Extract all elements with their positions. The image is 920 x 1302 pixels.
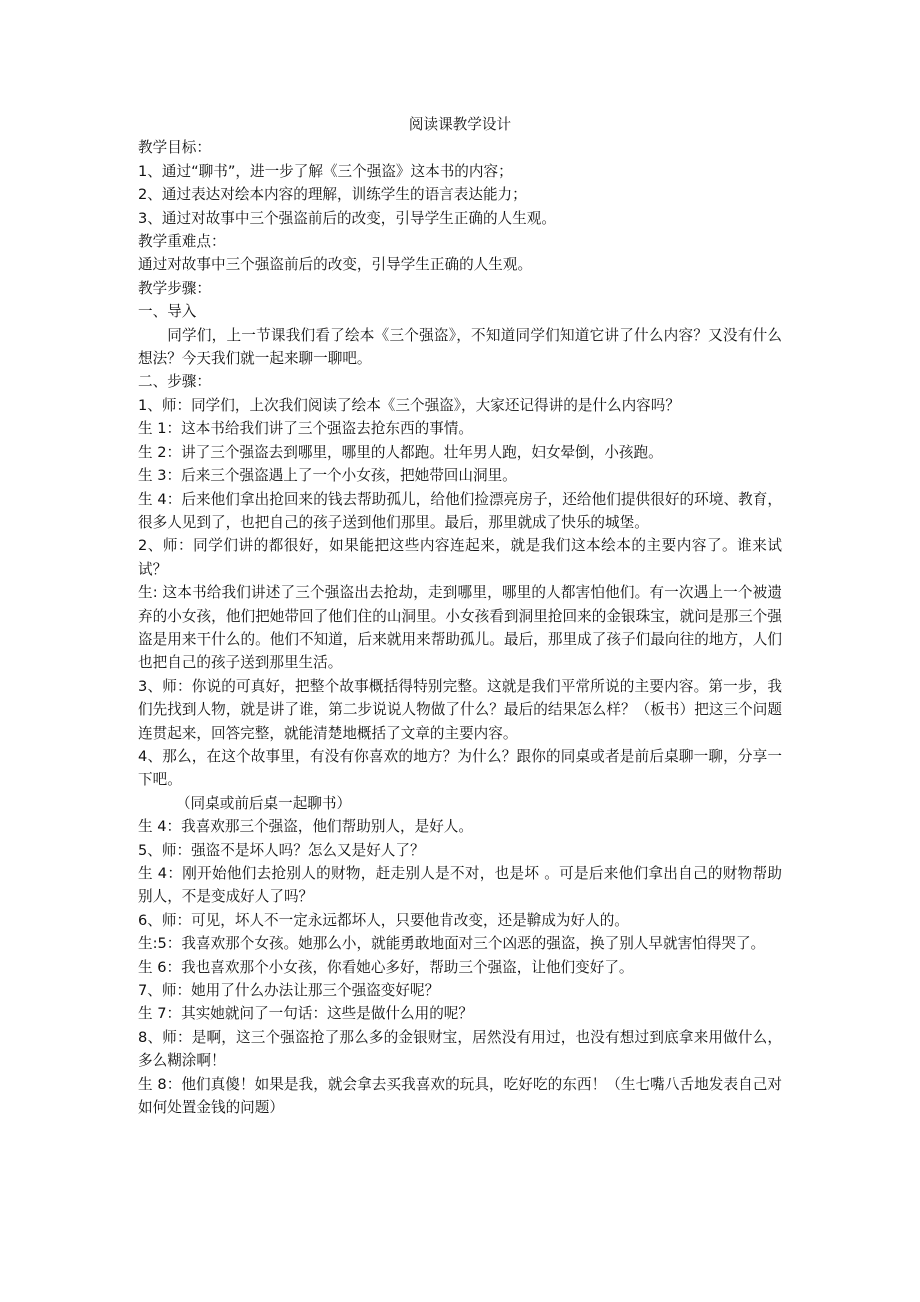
paragraph: 2、师：同学们讲的都很好，如果能把这些内容连起来，就是我们这本绘本的主要内容了。谁来试试？ [138,537,782,578]
paragraph: 通过对故事中三个强盗前后的改变，引导学生正确的人生观。 [138,256,533,274]
paragraph: 教学目标： [138,139,211,157]
paragraph: 5、师：强盗不是坏人吗？怎么又是好人了？ [138,841,425,859]
paragraph: 4、那么，在这个故事里，有没有你喜欢的地方？为什么？跟你的同桌或者是前后桌聊一聊，分享一下吧。 [138,747,782,789]
paragraph: 生 8：他们真傻！如果是我，就会拿去买我喜欢的玩具，吃好吃的东西！（生七嘴八舌地发表自己对如何处置金钱的问题） [138,1075,782,1117]
paragraph: 生 3：后来三个强盗遇上了一个小女孩，把她带回山洞里。 [138,467,517,485]
paragraph: 生: 这本书给我们讲述了三个强盗出去抢劫，走到哪里，哪里的人都害怕他们。有一次遇上一个被遗弃的小女孩，他们把她带回了他们住的山洞里。小女孩看到洞里抢回来的金银珠宝，就问是那三个强盗是用来干什么的。他们不知道，后来就用来帮助孤儿。最后，那里成了孩子们最向往的地方，人们也把自己的孩子送到那里生活。 [138,584,782,672]
document-title: 阅读课教学设计 [408,116,512,133]
paragraph: 生 4：刚开始他们去抢别人的财物，赶走别人是不对，也是坏 。可是后来他们拿出自己的财物帮助别人，不是变成好人了吗？ [138,865,782,906]
paragraph: 一、导入 [138,303,197,321]
paragraph: 同学们，上一节课我们看了绘本《三个强盗》，不知道同学们知道它讲了什么内容？又没有什么想法？今天我们就一起来聊一聊吧。 [138,326,782,368]
paragraph: 生 4：后来他们拿出抢回来的钱去帮助孤儿，给他们捡漂亮房子，还给他们提供很好的环境、教育，很多人见到了，也把自己的孩子送到他们那里。最后，那里就成了快乐的城堡。 [138,490,782,531]
paragraph: 7、师：她用了什么办法让那三个强盗变好呢？ [138,982,440,1000]
paragraph: 6、师：可见，坏人不一定永远都坏人，只要他肯改变，还是鞥成为好人的。 [138,911,629,929]
paragraph: 生 6：我也喜欢那个小女孩，你看她心多好，帮助三个强盗，让他们变好了。 [138,958,634,976]
paragraph: 2、通过表达对绘本内容的理解，训练学生的语言表达能力； [138,186,527,204]
paragraph: 1、师：同学们，上次我们阅读了绘本《三个强盗》，大家还记得讲的是什么内容吗？ [138,396,680,414]
paragraph: 8、师：是啊，这三个强盗抢了那么多的金银财宝，居然没有用过，也没有想过到底拿来用做什么，多么糊涂啊！ [138,1028,782,1070]
paragraph: 1、通过“聊书”，进一步了解《三个强盗》这本书的内容； [138,162,513,180]
paragraph: 生 4：我喜欢那三个强盗，他们帮助别人，是好人。 [138,818,473,836]
paragraph: 教学步骤： [138,279,211,297]
paragraph: 3、师：你说的可真好，把整个故事概括得特别完整。这就是我们平常所说的主要内容。第一步，我们先找到人物，就是讲了谁，第二步说说人物做了什么？最后的结果怎么样？（板书）把这三个问题连贯起来，回答完整，就能清楚地概括了文章的主要内容。 [138,677,782,742]
paragraph: 生 1：这本书给我们讲了三个强盗去抢东西的事情。 [138,420,473,438]
document-body [138,113,782,1119]
paragraph: 生 7：其实她就问了一句话：这些是做什么用的呢？ [138,1005,473,1023]
paragraph: 教学重难点： [138,233,226,251]
paragraph: 生 2：讲了三个强盗去到哪里，哪里的人都跑。壮年男人跑，妇女晕倒，小孩跑。 [138,443,663,461]
paragraph: （同桌或前后桌一起聊书） [175,794,352,812]
paragraph: 二、步骤： [138,373,211,391]
paragraph: 3、通过对故事中三个强盗前后的改变，引导学生正确的人生观。 [138,209,556,227]
paragraph: 生:5：我喜欢那个女孩。她那么小，就能勇敢地面对三个凶恶的强盗，换了别人早就害怕得哭了。 [138,935,766,953]
